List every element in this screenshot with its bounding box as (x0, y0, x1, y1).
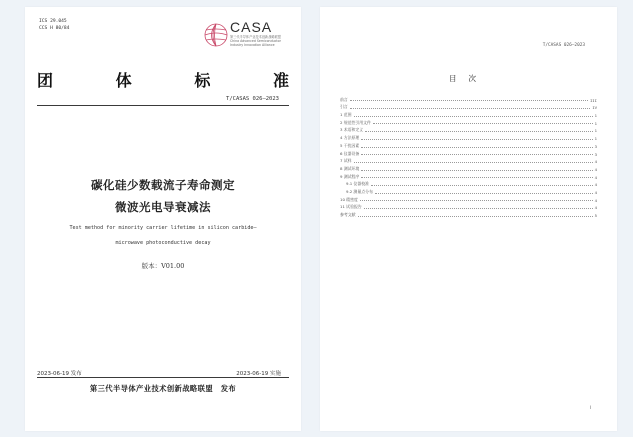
standard-char: 团 (37, 71, 54, 90)
toc-entry[interactable] (340, 195, 597, 203)
toc-leader-dots (360, 200, 593, 201)
toc-header-code: T/CASAS 026—2023 (542, 43, 585, 48)
title-en-line1: Test method for minority carrier lifetime in silicon carbide— (69, 225, 257, 231)
toc-entry-label: 7 试样 (340, 158, 352, 164)
toc-leader-dots (361, 177, 592, 178)
ccs-code: CCS H 80/84 (39, 26, 70, 31)
toc-entry-page: 1 (594, 113, 597, 119)
toc-entry-page: III (589, 97, 597, 103)
toc-leader-dots (373, 123, 593, 124)
toc-page (320, 7, 617, 431)
toc-entry[interactable] (340, 149, 597, 157)
bottom-divider (37, 377, 289, 378)
publisher: 第三代半导体产业技术创新战略联盟 发布 (89, 384, 237, 393)
toc-leader-dots (365, 131, 592, 132)
cover-page (25, 7, 301, 431)
standard-type-heading (37, 68, 289, 91)
toc-entry-label: 1 范围 (340, 112, 352, 118)
toc-entry-label: 8 测试环境 (340, 165, 360, 171)
toc-entry[interactable] (340, 157, 597, 165)
title-en-line2: microwave photoconductive decay (115, 240, 211, 246)
toc-entry[interactable] (340, 110, 597, 118)
issue-date: 2023-06-19 发布 (37, 371, 82, 377)
toc-entry-label: 9 测试程序 (340, 173, 360, 179)
toc-leader-dots (375, 193, 593, 194)
toc-entry-page: 1 (594, 120, 597, 126)
toc-entry-label: 6 仪器设备 (340, 150, 360, 156)
top-divider (37, 105, 289, 106)
toc-entry[interactable] (340, 118, 597, 126)
toc-entry-page: 4 (594, 197, 597, 203)
implement-date: 2023-06-19 实施 (236, 371, 281, 377)
toc-entry[interactable] (340, 133, 597, 141)
title-cn-line2: 微波光电导衰减法 (115, 200, 211, 214)
casa-logo (203, 19, 293, 50)
toc-entry-page: IV (592, 105, 597, 111)
toc-list (340, 95, 597, 218)
standard-char: 标 (194, 71, 211, 90)
toc-entry[interactable] (340, 210, 597, 218)
toc-entry-page: 4 (594, 189, 597, 195)
toc-entry[interactable] (340, 95, 597, 103)
version-label: 版本：V01.00 (141, 262, 185, 270)
toc-entry-page: 1 (594, 128, 597, 134)
standard-number: T/CASAS 026—2023 (226, 96, 279, 102)
toc-title: 目次 (449, 74, 488, 83)
toc-entry-page: 3 (594, 151, 597, 157)
toc-leader-dots (354, 162, 593, 163)
toc-entry-label: 前言 (340, 96, 348, 102)
ics-code: ICS 29.045 (39, 19, 67, 24)
toc-leader-dots (350, 108, 591, 109)
toc-entry[interactable] (340, 126, 597, 134)
toc-entry-label: 5 干扰因素 (340, 142, 360, 148)
toc-subentry[interactable] (340, 180, 597, 188)
toc-entry-page: 4 (594, 159, 597, 165)
logo-wordmark: CASA (230, 19, 273, 35)
classification-codes (39, 18, 69, 32)
toc-leader-dots (361, 139, 592, 140)
casa-emblem-icon (203, 22, 229, 48)
page-folio: I (590, 406, 592, 411)
toc-subentry[interactable] (340, 187, 597, 195)
standard-char: 准 (272, 71, 289, 90)
toc-entry[interactable] (340, 103, 597, 111)
toc-entry[interactable] (340, 172, 597, 180)
toc-entry-label: 3 术语和定义 (340, 127, 364, 133)
toc-entry-page: 4 (594, 182, 597, 188)
toc-entry-label: 2 规范性引用文件 (340, 119, 371, 125)
toc-entry-label: 11 试验报告 (340, 204, 362, 210)
toc-entry-label: 10 精密度 (340, 196, 358, 202)
toc-entry-label: 4 方法原理 (340, 135, 360, 141)
toc-leader-dots (350, 100, 588, 101)
toc-entry-page: 4 (594, 205, 597, 211)
toc-leader-dots (371, 185, 593, 186)
logo-subtitle: 第三代半导体产业技术创新战略联盟 China Advanced Semiconductor Industry Innovation Alliance (230, 35, 281, 47)
toc-entry-page: 4 (594, 166, 597, 172)
toc-entry-label: 9.2 测量点分布 (346, 188, 373, 194)
toc-entry[interactable] (340, 141, 597, 149)
toc-entry-page: 4 (594, 174, 597, 180)
toc-leader-dots (354, 116, 593, 117)
toc-leader-dots (361, 154, 592, 155)
toc-entry[interactable] (340, 203, 597, 211)
toc-entry-page: 1 (594, 136, 597, 142)
toc-entry[interactable] (340, 164, 597, 172)
toc-entry-page: 5 (594, 213, 597, 218)
toc-leader-dots (358, 216, 593, 217)
toc-entry-page: 3 (594, 143, 597, 149)
title-cn-line1: 碳化硅少数载流子寿命测定 (91, 178, 235, 192)
toc-leader-dots (361, 170, 592, 171)
toc-leader-dots (361, 147, 592, 148)
toc-entry-label: 9.1 仪器校准 (346, 181, 369, 187)
toc-entry-label: 引言 (340, 104, 348, 110)
toc-entry-label: 参考文献 (340, 212, 356, 217)
toc-leader-dots (364, 208, 593, 209)
standard-char: 体 (115, 71, 132, 90)
